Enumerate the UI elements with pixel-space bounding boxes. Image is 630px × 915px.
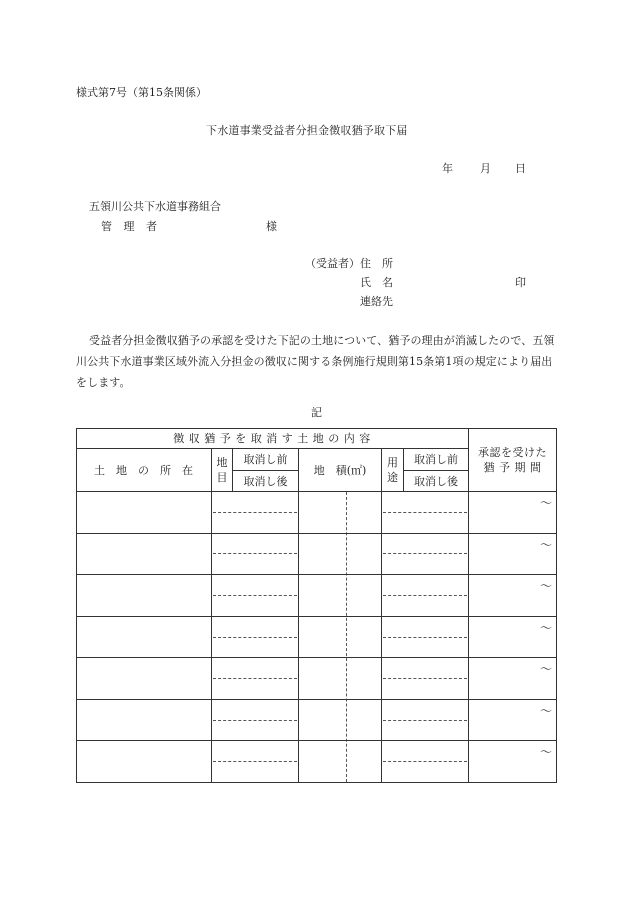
- col-after-youto: 取消し後: [414, 474, 458, 488]
- ki-label: 記: [311, 406, 322, 419]
- period-tilde: ～: [540, 496, 553, 510]
- group-header: 徴 収 猶 予 を 取 消 す 土 地 の 内 容: [173, 431, 371, 445]
- col-before: 取消し前: [243, 453, 288, 466]
- name-label: 氏 名: [360, 276, 393, 289]
- date-year: 年: [442, 162, 453, 175]
- col-chimoku: 地目: [216, 456, 228, 484]
- recipient-organization: 五領川公共下水道事務組合: [89, 200, 221, 213]
- period-tilde: ～: [540, 537, 553, 552]
- land-table: [76, 428, 557, 783]
- recipient-honorific: 様: [266, 220, 277, 233]
- date-month: 月: [480, 162, 491, 175]
- seal-mark: 印: [515, 276, 526, 289]
- col-location: 土 地 の 所 在: [94, 463, 193, 477]
- document-title: 下水道事業受益者分担金徴収猶予取下届: [206, 124, 408, 137]
- period-tilde: ～: [540, 662, 553, 677]
- applicant-role: （受益者）: [305, 257, 360, 270]
- col-period: 承認を受けた猶 予 期 間: [478, 445, 547, 474]
- address-label: 住 所: [360, 257, 393, 270]
- period-tilde: ～: [540, 703, 553, 718]
- col-youto: 用途: [387, 456, 398, 484]
- recipient-manager: 管 理 者: [101, 220, 161, 233]
- col-area: 地 積(㎡): [313, 463, 367, 477]
- period-tilde: ～: [540, 745, 553, 760]
- col-before-youto: 取消し前: [414, 453, 458, 466]
- period-tilde: ～: [540, 620, 553, 635]
- form-number: 様式第7号（第15条関係）: [76, 86, 207, 99]
- col-after: 取消し後: [243, 474, 288, 488]
- period-tilde: ～: [540, 579, 553, 594]
- contact-label: 連絡先: [360, 295, 393, 308]
- body-text: 受益者分担金徴収猶予の承認を受けた下記の土地について、猶予の理由が消滅したので、五領川公共下水道事業区域外流入分担金の徴収に関する条例施行規則第15条第1項の規定により届出をします。: [76, 334, 555, 389]
- date-day: 日: [515, 162, 526, 175]
